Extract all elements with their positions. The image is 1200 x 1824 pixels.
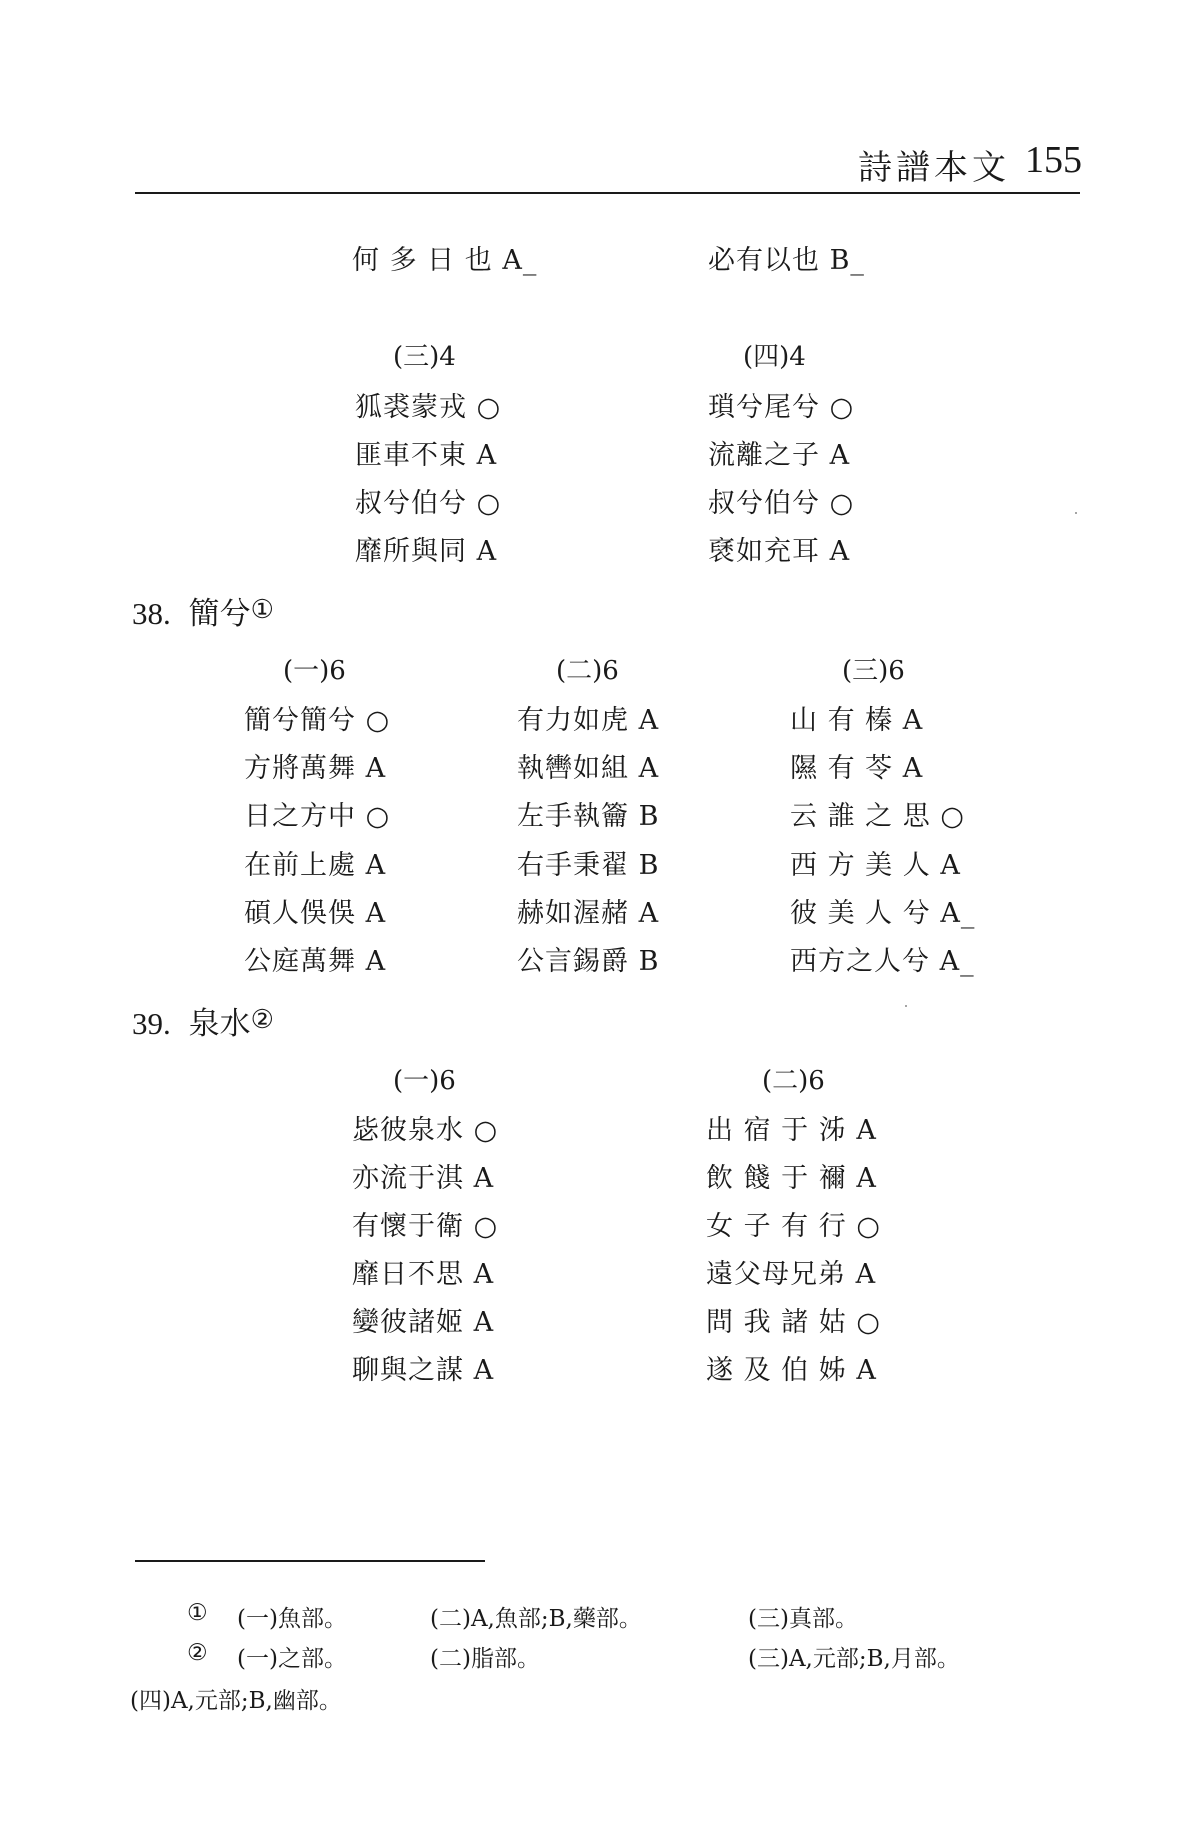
- verse-line: 出 宿 于 泲 A: [706, 1115, 877, 1146]
- verse-line: 叔兮伯兮 ○: [708, 488, 855, 519]
- page-number: 155: [1025, 139, 1082, 181]
- verse-line: 在前上處 A: [244, 850, 387, 881]
- verse-line: 彼 美 人 兮 A_: [790, 898, 976, 929]
- footnote-text: (一)之部。: [237, 1646, 347, 1672]
- stanza-label: (三)6: [842, 656, 905, 686]
- scan-speck: [905, 1005, 907, 1007]
- section-number: 39.: [132, 1006, 171, 1041]
- verse-line: 女 子 有 行 ○: [706, 1211, 881, 1242]
- footnote-rule: [135, 1560, 485, 1562]
- header-rule: [135, 192, 1080, 194]
- verse-line: 執轡如組 A: [517, 753, 660, 784]
- verse-line: 有懷于衛 ○: [352, 1211, 499, 1242]
- verse-line: 褎如充耳 A: [708, 536, 851, 567]
- verse-line: 亦流于淇 A: [352, 1163, 495, 1194]
- verse-line: 聊與之謀 A: [352, 1355, 495, 1386]
- verse-line: 遂 及 伯 姊 A: [706, 1355, 877, 1386]
- footnote-text: (三)真部。: [748, 1606, 858, 1632]
- footnote-mark: ②: [187, 1640, 208, 1666]
- verse-line: 問 我 諸 姑 ○: [706, 1307, 881, 1338]
- poem-title: 簡兮: [188, 596, 251, 632]
- scan-speck: [1075, 512, 1077, 514]
- verse-line: 簡兮簡兮 ○: [244, 705, 391, 736]
- section-number: 38.: [132, 596, 171, 631]
- verse-line: 匪車不東 A: [355, 440, 498, 471]
- footnote-ref: ②: [250, 1005, 274, 1035]
- verse-line: 方將萬舞 A: [244, 753, 387, 784]
- stanza-label: (三)4: [393, 342, 456, 372]
- footnote-mark: ①: [187, 1600, 208, 1626]
- verse-line: 碩人俁俁 A: [244, 898, 387, 929]
- verse-line: 飲 餞 于 禰 A: [706, 1163, 877, 1194]
- stanza-label: (一)6: [283, 656, 346, 686]
- verse-line: 有力如虎 A: [517, 705, 660, 736]
- footnote-text: (三)A,元部;B,月部。: [748, 1646, 960, 1672]
- verse-line: 何 多 日 也 A_: [352, 245, 538, 276]
- footnote-ref: ①: [250, 595, 274, 625]
- verse-line: 流離之子 A: [708, 440, 851, 471]
- stanza-label: (二)6: [762, 1066, 825, 1096]
- verse-line: 遠父母兄弟 A: [706, 1259, 877, 1290]
- verse-line: 毖彼泉水 ○: [352, 1115, 499, 1146]
- verse-line: 西方之人兮 A_: [790, 946, 975, 977]
- verse-line: 叔兮伯兮 ○: [355, 488, 502, 519]
- verse-line: 日之方中 ○: [244, 801, 391, 832]
- verse-line: 靡日不思 A: [352, 1259, 495, 1290]
- verse-line: 公庭萬舞 A: [244, 946, 387, 977]
- running-head-title: 詩譜本文: [858, 148, 1010, 188]
- verse-line: 孌彼諸姬 A: [352, 1307, 495, 1338]
- section-title-38: [132, 588, 274, 633]
- verse-line: 靡所與同 A: [355, 536, 498, 567]
- verse-line: 必有以也 B_: [708, 245, 865, 276]
- stanza-label: (四)4: [743, 342, 806, 372]
- verse-line: 狐裘蒙戎 ○: [355, 392, 502, 423]
- verse-line: 西 方 美 人 A: [790, 850, 961, 881]
- verse-line: 左手執籥 B: [517, 801, 660, 832]
- footnote-text: (二)A,魚部;B,藥部。: [430, 1606, 642, 1632]
- verse-line: 云 誰 之 思 ○: [790, 801, 965, 832]
- stanza-label: (一)6: [393, 1066, 456, 1096]
- verse-line: 公言錫爵 B: [517, 946, 660, 977]
- footnote-text: (二)脂部。: [430, 1646, 540, 1672]
- poem-title: 泉水: [188, 1006, 251, 1042]
- stanza-label: (二)6: [556, 656, 619, 686]
- verse-line: 隰 有 苓 A: [790, 753, 924, 784]
- verse-line: 山 有 榛 A: [790, 705, 924, 736]
- verse-line: 右手秉翟 B: [517, 850, 660, 881]
- footnote-text: (一)魚部。: [237, 1606, 347, 1632]
- verse-line: 赫如渥赭 A: [517, 898, 660, 929]
- footnote-text: (四)A,元部;B,幽部。: [130, 1688, 342, 1714]
- section-title-39: [132, 998, 274, 1043]
- verse-line: 瑣兮尾兮 ○: [708, 392, 855, 423]
